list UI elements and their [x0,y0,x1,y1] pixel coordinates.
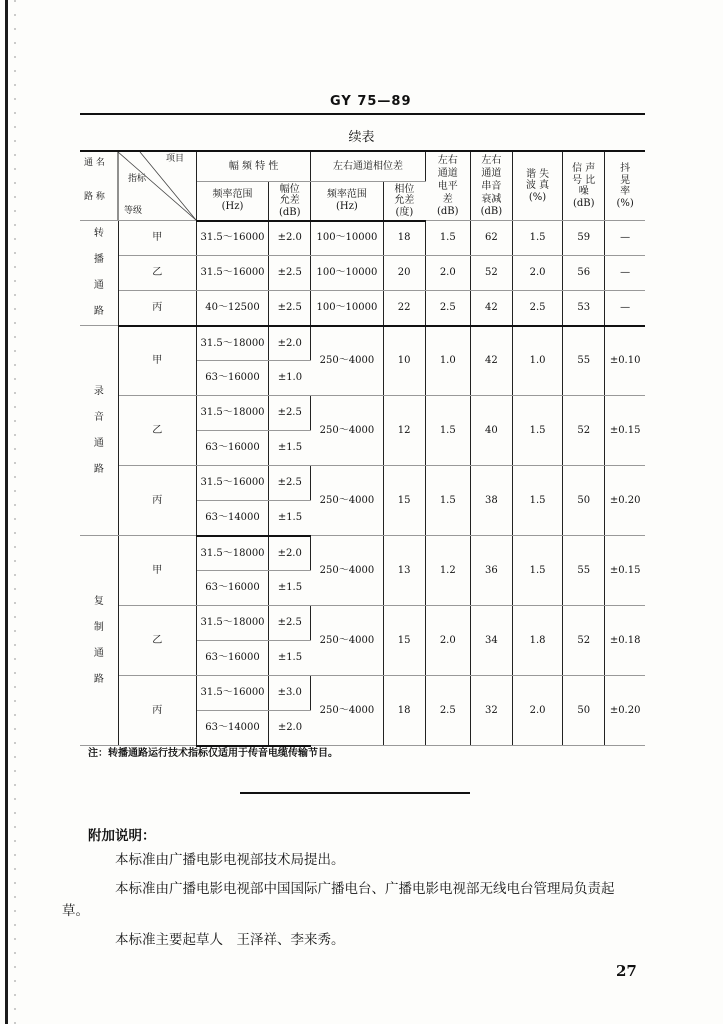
flutter-cell: ±0.15 [605,536,645,606]
dist-cell: 2.5 [512,291,562,326]
ptol-cell: 20 [383,255,425,291]
ptol-cell: 10 [383,326,425,396]
pfreq-cell: 250～4000 [311,676,383,746]
amp-cell: ±3.0 [269,676,311,711]
supplement-text: 本标准由广播电影电视部中国国际广播电台、广播电影电视部无线电台管理局负责起 [115,881,615,898]
amp-cell: ±2.5 [269,291,311,326]
freq-cell: 63～16000 [196,431,268,466]
ptol-cell: 18 [383,221,425,256]
distortion-title: 谐 失 波 真 [525,168,550,192]
grade-cell: 丙 [118,466,196,536]
flutter-cell: — [605,291,645,326]
section-name: 录音通路 [80,326,118,536]
amp-cell: ±2.5 [269,606,311,641]
freq-cell: 31.5～18000 [196,396,268,431]
flutter-cell: ±0.18 [605,606,645,676]
grade-cell: 甲 [118,536,196,606]
freq-cell: 63～16000 [196,571,268,606]
snr-cell: 55 [563,326,605,396]
dist-cell: 1.5 [512,396,562,466]
table-row [80,255,645,291]
flutter-cell: ±0.20 [605,466,645,536]
amp-cell: ±2.5 [269,466,311,501]
xtalk-cell: 42 [470,326,512,396]
dist-cell: 2.0 [512,676,562,746]
binding-edge [5,0,8,1024]
dist-cell: 1.5 [512,466,562,536]
freq-char-header: 幅 频 特 性 [196,151,310,182]
level-cell: 2.5 [425,291,470,326]
supplement-text: 本标准主要起草人 王泽祥、李来秀。 [115,932,345,949]
level-cell: 1.2 [425,536,470,606]
freq-cell: 31.5～18000 [196,606,268,641]
snr-header [563,151,605,221]
channel-name-label: 通 名 [84,158,105,168]
table-row [80,326,645,361]
grade-cell: 丙 [118,676,196,746]
pfreq-cell: 250～4000 [311,466,383,536]
table-note: 注：转播通路运行技术指标仅适用于传音电缆传输节目。 [88,748,338,759]
level-cell: 2.5 [425,676,470,746]
level-diff-title: 左右通道电平差 [437,155,458,206]
header-rule [80,113,645,115]
flutter-header [605,151,645,221]
pfreq-cell: 250～4000 [311,536,383,606]
ptol-cell: 15 [383,606,425,676]
pfreq-cell: 100～10000 [311,221,383,256]
phase-diff-header: 左右通道相位差 [311,151,425,182]
spec-table [80,150,645,747]
snr-unit: (dB) [572,197,595,209]
snr-cell: 59 [563,221,605,256]
snr-cell: 56 [563,255,605,291]
continued-title: 续表 [348,130,375,145]
xtalk-cell: 36 [470,536,512,606]
xtalk-cell: 40 [470,396,512,466]
pfreq-cell: 100～10000 [311,291,383,326]
pfreq-cell: 250～4000 [311,326,383,396]
amp-cell: ±1.0 [269,361,311,396]
table-row [80,606,645,641]
amp-cell: ±1.5 [269,571,311,606]
crosstalk-unit: (dB) [480,206,503,218]
amp-cell: ±1.5 [269,641,311,676]
snr-title: 信 声 号 比 噪 [572,163,596,197]
dist-cell: 1.0 [512,326,562,396]
supplement-para [62,879,648,922]
pfreq-cell: 250～4000 [311,396,383,466]
section-name: 转播通路 [80,221,118,326]
snr-cell: 55 [563,536,605,606]
dist-cell: 1.8 [512,606,562,676]
section-name: 复制通路 [80,536,118,746]
ptol-cell: 13 [383,536,425,606]
table-row [80,221,645,256]
flutter-unit: (%) [616,197,634,209]
flutter-cell: ±0.20 [605,676,645,746]
freq-cell: 63～14000 [196,711,268,746]
distortion-header [512,151,562,221]
freq-cell: 31.5～16000 [196,255,268,291]
amp-cell: ±2.0 [269,221,311,256]
table-row [80,466,645,501]
xtalk-cell: 42 [470,291,512,326]
dist-cell: 2.0 [512,255,562,291]
freq-cell: 31.5～18000 [196,326,268,361]
dist-cell: 1.5 [512,536,562,606]
snr-cell: 50 [563,466,605,536]
level-diff-unit: (dB) [436,206,459,218]
snr-cell: 53 [563,291,605,326]
supplement-title: 附加说明： [88,828,156,844]
supplement-para [88,930,648,952]
xtalk-cell: 32 [470,676,512,746]
flutter-title: 抖 晃 率 [620,163,631,197]
crosstalk-title: 左右通道串音衰减 [481,155,502,206]
grade-cell: 甲 [118,326,196,396]
indicator-label: 指标 [128,174,147,184]
table-row [80,676,645,711]
amp-cell: ±1.5 [269,431,311,466]
freq-cell: 31.5～16000 [196,466,268,501]
freq-cell: 63～14000 [196,501,268,536]
supplement-text-continued: 草。 [62,902,89,919]
level-diff-header [425,151,470,221]
ptol-cell: 15 [383,466,425,536]
supplement-text: 本标准由广播电影电视部技术局提出。 [115,851,345,868]
freq-cell: 63～16000 [196,641,268,676]
distortion-unit: (%) [528,191,547,203]
amp-cell: ±1.5 [269,501,311,536]
header-diagonal-cell [80,151,196,221]
amp-cell: ±2.0 [269,711,311,746]
supplementary-notes [62,826,648,960]
flutter-cell: — [605,221,645,256]
xtalk-cell: 52 [470,255,512,291]
ptol-cell: 18 [383,676,425,746]
ptol-cell: 22 [383,291,425,326]
level-cell: 2.0 [425,255,470,291]
pfreq-cell: 250～4000 [311,606,383,676]
spec-table-body [80,221,645,746]
section-divider [240,792,470,794]
xtalk-cell: 34 [470,606,512,676]
grade-cell: 乙 [118,396,196,466]
level-cell: 1.0 [425,326,470,396]
flutter-cell: ±0.15 [605,396,645,466]
freq-cell: 31.5～16000 [196,221,268,256]
phase-freq-header: 频率范围 (Hz) [311,182,383,221]
dist-cell: 1.5 [512,221,562,256]
freq-cell: 31.5～18000 [196,536,268,571]
amp-cell: ±2.0 [269,536,311,571]
xtalk-cell: 38 [470,466,512,536]
amp-cell: ±2.5 [269,255,311,291]
snr-cell: 52 [563,396,605,466]
phase-tol-header: 相位 允差 (度) [383,182,425,221]
amp-tol-header: 幅位 允差 (dB) [269,182,311,221]
level-cell: 2.0 [425,606,470,676]
amp-cell: ±2.0 [269,326,311,361]
item-label: 项目 [166,154,185,164]
table-row [80,396,645,431]
grade-cell: 甲 [118,221,196,256]
level-cell: 1.5 [425,466,470,536]
grade-cell: 乙 [118,606,196,676]
xtalk-cell: 62 [470,221,512,256]
flutter-cell: ±0.10 [605,326,645,396]
pfreq-cell: 100～10000 [311,255,383,291]
level-cell: 1.5 [425,396,470,466]
flutter-cell: — [605,255,645,291]
freq-cell: 63～16000 [196,361,268,396]
binding-holes [14,0,16,1024]
page-number: 27 [616,962,637,980]
table-row [80,291,645,326]
grade-cell: 丙 [118,291,196,326]
supplement-para [88,850,648,872]
freq-cell: 31.5～16000 [196,676,268,711]
standard-code: GY 75—89 [330,94,412,109]
snr-cell: 50 [563,676,605,746]
table-row [80,536,645,571]
grade-label: 等级 [124,206,143,216]
freq-range-header: 频率范围 (Hz) [196,182,268,221]
channel-name-label-2: 路 称 [84,192,105,202]
spec-table-wrapper [80,150,645,747]
ptol-cell: 12 [383,396,425,466]
level-cell: 1.5 [425,221,470,256]
crosstalk-header [470,151,512,221]
grade-cell: 乙 [118,255,196,291]
freq-cell: 40～12500 [196,291,268,326]
snr-cell: 52 [563,606,605,676]
amp-cell: ±2.5 [269,396,311,431]
